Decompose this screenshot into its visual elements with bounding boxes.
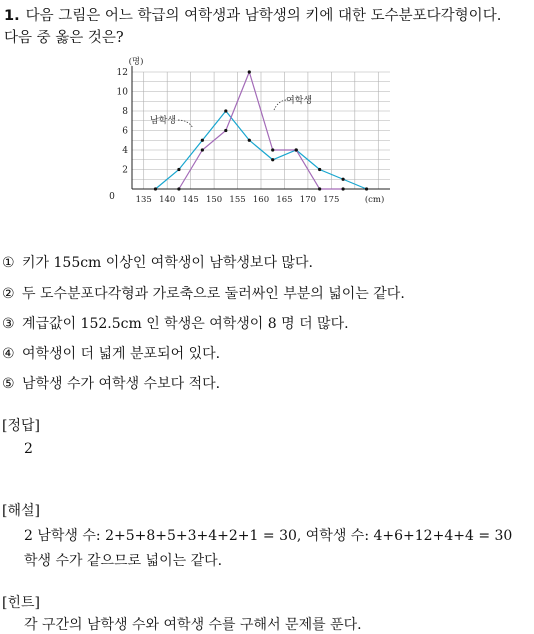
data-point <box>295 148 298 151</box>
explanation-line-2: 학생 수가 같으므로 넓이는 같다. <box>24 553 223 569</box>
question-line-1 <box>4 4 501 25</box>
option-5-mark: ⑤ <box>2 376 15 392</box>
hint-line-1: 각 구간의 남학생 수와 여학생 수를 구해서 문제를 푼다. <box>24 617 362 633</box>
series-label-girls: 여학생 <box>285 96 313 106</box>
frequency-polygon-chart <box>0 48 534 208</box>
data-point <box>271 148 274 151</box>
data-point <box>341 187 344 190</box>
option-5[interactable] <box>2 373 220 393</box>
option-4[interactable] <box>2 343 220 363</box>
data-point <box>177 187 180 190</box>
chart-grid <box>132 72 390 189</box>
x-tick-label: 175 <box>323 195 340 205</box>
data-point <box>248 139 251 142</box>
option-4-text: 여학생이 더 넓게 분포되어 있다. <box>22 346 221 362</box>
x-tick-label: 160 <box>252 195 270 205</box>
option-4-mark: ④ <box>2 346 15 362</box>
data-point <box>365 187 368 190</box>
question-line-2: 다음 중 옳은 것은? <box>4 30 124 46</box>
x-tick-label: 145 <box>182 195 199 205</box>
question-text-1: 다음 그림은 어느 학급의 여학생과 남학생의 키에 대한 도수분포다각형이다. <box>25 8 502 24</box>
x-axis-label: (cm) <box>364 195 385 205</box>
data-point <box>154 187 157 190</box>
option-3[interactable] <box>2 313 349 333</box>
x-tick-label: 165 <box>276 195 293 205</box>
explanation-line-1: 2 남학생 수: 2+5+8+5+3+4+2+1 = 30, 여학생 수: 4+6+12+4+4 = 30 <box>24 528 513 544</box>
x-tick-label: 135 <box>135 195 152 205</box>
data-point <box>318 187 321 190</box>
x-tick-label: 150 <box>205 195 223 205</box>
option-2-mark: ② <box>2 286 15 302</box>
y-axis-label: (명) <box>128 57 144 67</box>
option-1-mark: ① <box>2 255 15 271</box>
data-point <box>224 109 227 112</box>
data-point <box>248 70 251 73</box>
y-tick-label: 6 <box>122 126 128 137</box>
y-tick-label: 4 <box>122 146 128 156</box>
y-tick-label: 10 <box>116 87 128 98</box>
origin-label: 0 <box>109 192 115 202</box>
answer-value: 2 <box>24 441 33 457</box>
explanation-label: [해설] <box>2 503 40 519</box>
data-point <box>201 148 204 151</box>
option-3-mark: ③ <box>2 316 15 332</box>
hint-label: [힌트] <box>2 595 40 611</box>
data-point <box>201 139 204 142</box>
answer-label: [정답] <box>2 418 40 434</box>
series-label-boys: 남학생 <box>149 116 177 126</box>
y-tick-label: 2 <box>122 165 128 176</box>
data-point <box>341 178 344 181</box>
x-tick-label: 170 <box>299 195 317 205</box>
data-point <box>271 158 274 161</box>
y-tick-label: 8 <box>122 107 128 117</box>
question-number: 1. <box>4 8 20 24</box>
option-3-text: 계급값이 152.5cm 인 학생은 여학생이 8 명 더 많다. <box>22 316 349 332</box>
option-1[interactable] <box>2 252 313 272</box>
option-2[interactable] <box>2 283 405 303</box>
option-5-text: 남학생 수가 여학생 수보다 적다. <box>22 376 221 392</box>
data-point <box>177 168 180 171</box>
option-2-text: 두 도수분포다각형과 가로축으로 둘러싸인 부분의 넓이는 같다. <box>22 286 405 302</box>
y-tick-label: 12 <box>116 68 128 78</box>
option-1-text: 키가 155cm 이상인 여학생이 남학생보다 많다. <box>22 255 313 271</box>
data-point <box>318 168 321 171</box>
x-tick-label: 140 <box>159 195 176 205</box>
data-point <box>224 129 227 132</box>
x-tick-label: 155 <box>229 195 246 205</box>
